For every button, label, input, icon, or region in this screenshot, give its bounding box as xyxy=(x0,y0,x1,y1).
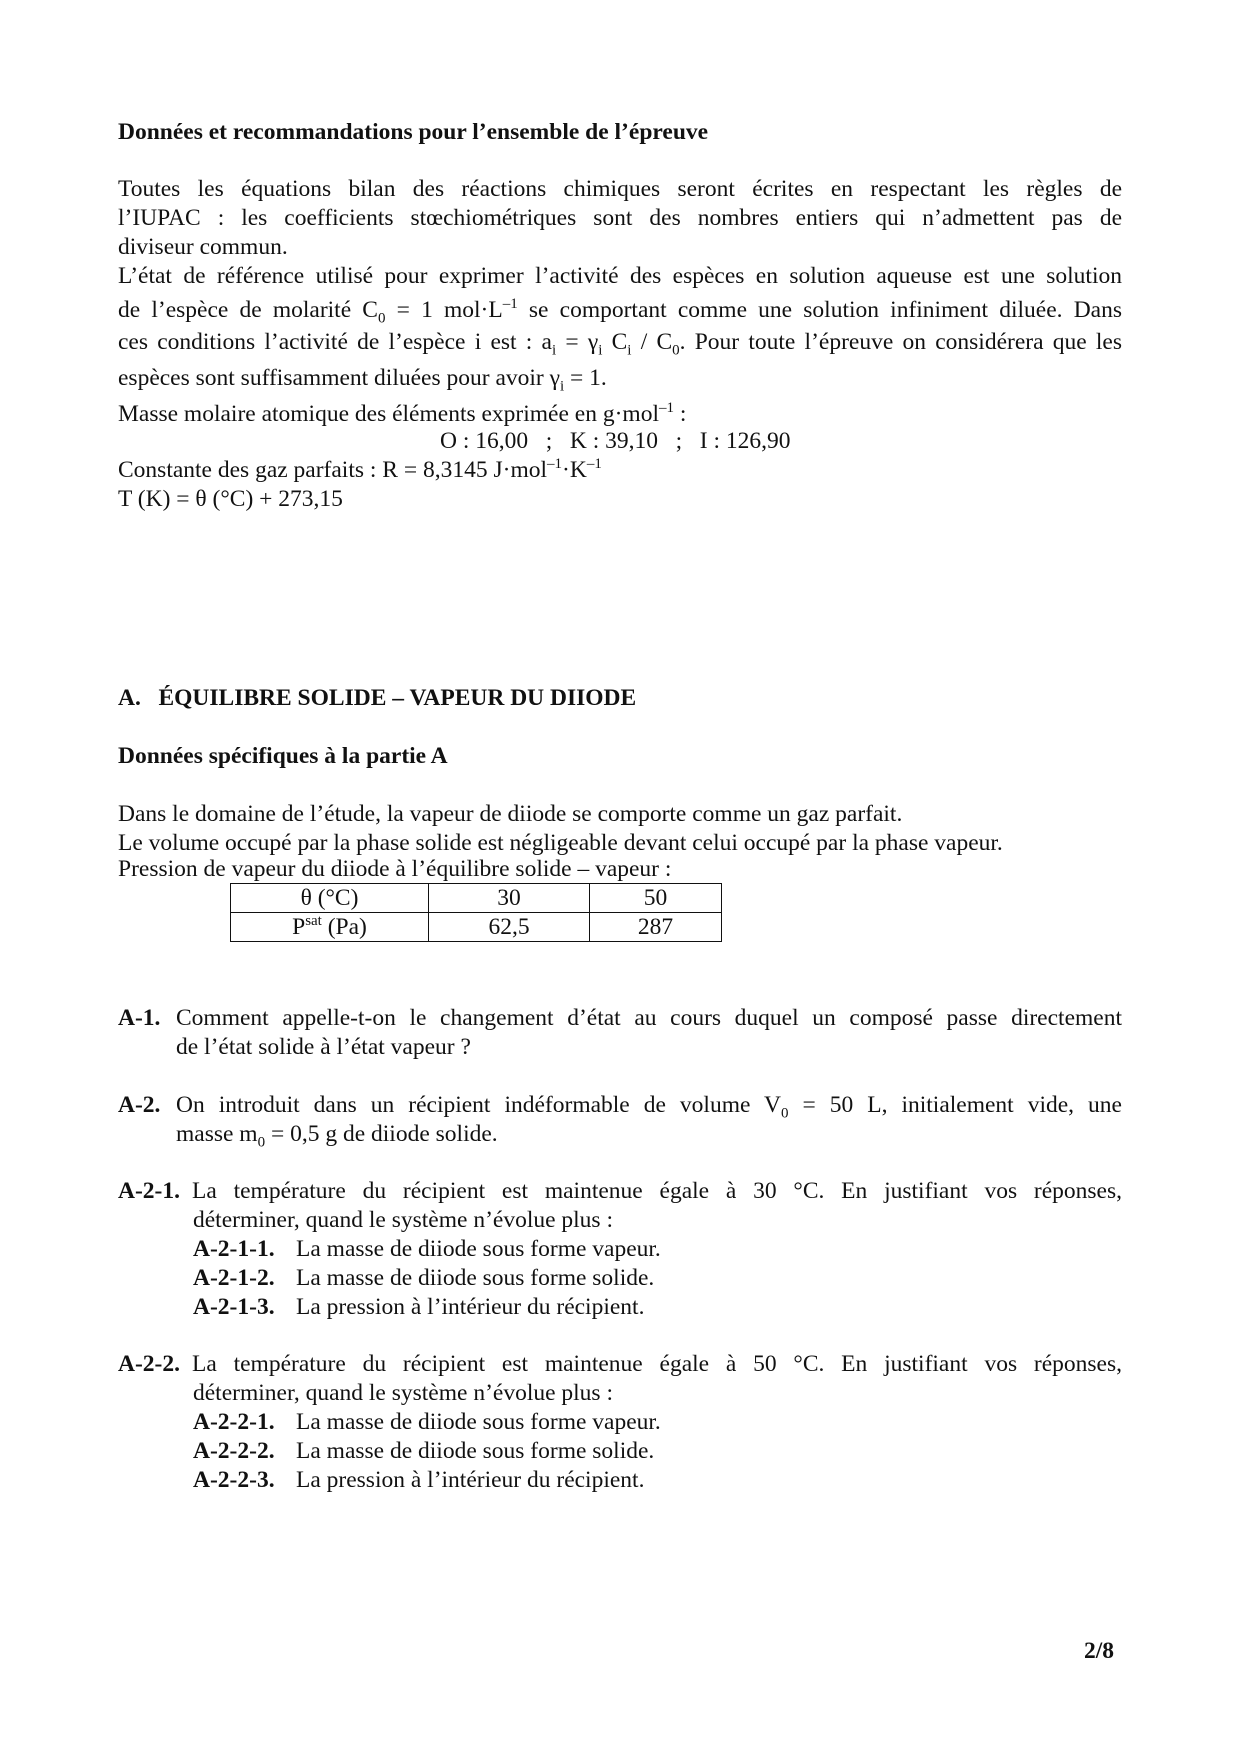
intro-line: diviseur commun. xyxy=(118,234,288,260)
vapor-pressure-table xyxy=(230,883,722,942)
part-a-subtitle: Données spécifiques à la partie A xyxy=(118,743,448,769)
question-a222 xyxy=(193,1437,654,1466)
question-text: masse m xyxy=(176,1121,258,1147)
question-a22 xyxy=(118,1350,1122,1379)
question-a213 xyxy=(193,1293,644,1322)
molar-mass-values: O : 16,00 ; K : 39,10 ; I : 126,90 xyxy=(440,428,791,454)
subscript: 0 xyxy=(672,342,680,359)
question-text: = 50 L, initialement vide, une xyxy=(788,1092,1122,1118)
intro-line: Toutes les équations bilan des réactions chimiques seront écrites en respectant les règles de xyxy=(118,176,1122,202)
question-a22-cont: déterminer, quand le système n’évolue plus : xyxy=(193,1380,613,1406)
intro-line-activity xyxy=(118,328,1122,357)
question-text: La masse de diiode sous forme vapeur. xyxy=(296,1409,661,1435)
question-a21 xyxy=(118,1177,1122,1206)
text: Constante des gaz parfaits : R = 8,3145 J·mol xyxy=(118,457,548,483)
question-a21-cont: déterminer, quand le système n’évolue plus : xyxy=(193,1207,613,1233)
molar-mass-label xyxy=(118,400,1122,429)
text: P xyxy=(292,914,306,940)
part-a-line: Dans le domaine de l’étude, la vapeur de diiode se comporte comme un gaz parfait. xyxy=(118,801,903,827)
superscript: –1 xyxy=(658,400,674,417)
intro-line-molarity xyxy=(118,296,1122,325)
part-a-title: A. ÉQUILIBRE SOLIDE – VAPEUR DU DIIODE xyxy=(118,685,637,711)
superscript: –1 xyxy=(547,456,563,473)
text: ces conditions l’activité de l’espèce i est : a xyxy=(118,329,552,355)
question-text: La pression à l’intérieur du récipient. xyxy=(296,1467,645,1493)
text: ·K xyxy=(562,457,587,483)
superscript: –1 xyxy=(502,296,518,313)
question-text: On introduit dans un récipient indéformable de volume V xyxy=(176,1092,781,1118)
text: : xyxy=(673,401,687,427)
question-a221 xyxy=(193,1408,661,1437)
text: = 1. xyxy=(564,365,607,391)
question-text: La masse de diiode sous forme solide. xyxy=(296,1265,655,1291)
section-title-general: Données et recommandations pour l’ensemble de l’épreuve xyxy=(118,119,709,145)
text: (Pa) xyxy=(321,914,367,940)
subscript: i xyxy=(551,342,557,359)
text: = γ xyxy=(556,329,599,355)
text: = 1 mol·L xyxy=(385,297,503,323)
question-label: A-1. xyxy=(118,1005,161,1031)
superscript: –1 xyxy=(586,456,602,473)
question-a1-cont: de l’état solide à l’état vapeur ? xyxy=(176,1034,471,1060)
question-a212 xyxy=(193,1264,654,1293)
intro-line: L’état de référence utilisé pour exprimer l’activité des espèces en solution aqueuse est une solution xyxy=(118,263,1122,289)
intro-line-gamma xyxy=(118,364,1122,393)
question-a1 xyxy=(118,1004,1122,1033)
question-text: La température du récipient est maintenue égale à 50 °C. En justifiant vos réponses, xyxy=(192,1351,1122,1377)
question-text: La pression à l’intérieur du récipient. xyxy=(296,1294,645,1320)
page-number: 2/8 xyxy=(1084,1638,1115,1664)
subscript: 0 xyxy=(257,1134,266,1151)
text: C xyxy=(602,329,628,355)
table-cell: 62,5 xyxy=(429,913,590,942)
text: Masse molaire atomique des éléments exprimée en g·mol xyxy=(118,401,659,427)
part-a-line: Le volume occupé par la phase solide est négligeable devant celui occupé par la phase vapeur. xyxy=(118,830,1003,856)
part-a-line: Pression de vapeur du diiode à l’équilibre solide – vapeur : xyxy=(118,856,672,882)
gas-constant xyxy=(118,456,1122,485)
subscript: 0 xyxy=(377,310,386,327)
question-label: A-2. xyxy=(118,1092,161,1118)
table-cell: 30 xyxy=(429,884,590,913)
text: . Pour toute l’épreuve on considérera que les xyxy=(679,329,1122,355)
question-label: A-2-2-2. xyxy=(193,1438,275,1464)
question-text: Comment appelle-t-on le changement d’état au cours duquel un composé passe directement xyxy=(176,1005,1122,1031)
table-row xyxy=(231,884,722,913)
intro-line: l’IUPAC : les coefficients stœchiométriques sont des nombres entiers qui n’admettent pas de xyxy=(118,205,1122,231)
question-a211 xyxy=(193,1235,661,1264)
question-label: A-2-1-1. xyxy=(193,1236,275,1262)
superscript: sat xyxy=(305,913,322,930)
table-cell: 287 xyxy=(590,913,722,942)
question-a2 xyxy=(118,1091,1122,1120)
question-text: La masse de diiode sous forme vapeur. xyxy=(296,1236,661,1262)
table-header-cell xyxy=(231,913,429,942)
subscript: 0 xyxy=(780,1105,789,1122)
subscript: i xyxy=(598,342,603,359)
text: de l’espèce de molarité C xyxy=(118,297,378,323)
text: espèces sont suffisamment diluées pour avoir γ xyxy=(118,365,560,391)
question-label: A-2-1-2. xyxy=(193,1265,275,1291)
table-cell: 50 xyxy=(590,884,722,913)
question-label: A-2-2-3. xyxy=(193,1467,275,1493)
question-text: = 0,5 g de diiode solide. xyxy=(265,1121,498,1147)
text: se comportant comme une solution infiniment diluée. Dans xyxy=(517,297,1122,323)
question-label: A-2-1-3. xyxy=(193,1294,275,1320)
question-label: A-2-2-1. xyxy=(193,1409,275,1435)
question-a2-cont xyxy=(176,1120,1122,1149)
question-a223 xyxy=(193,1466,644,1495)
table-row xyxy=(231,913,722,942)
text: / C xyxy=(631,329,673,355)
question-text: La masse de diiode sous forme solide. xyxy=(296,1438,655,1464)
question-text: La température du récipient est maintenue égale à 30 °C. En justifiant vos réponses, xyxy=(192,1178,1122,1204)
subscript: i xyxy=(560,378,565,395)
subscript: i xyxy=(627,342,632,359)
temperature-conversion: T (K) = θ (°C) + 273,15 xyxy=(118,486,343,512)
table-header-cell: θ (°C) xyxy=(231,884,429,913)
question-label: A-2-2. xyxy=(118,1351,180,1377)
question-label: A-2-1. xyxy=(118,1178,180,1204)
